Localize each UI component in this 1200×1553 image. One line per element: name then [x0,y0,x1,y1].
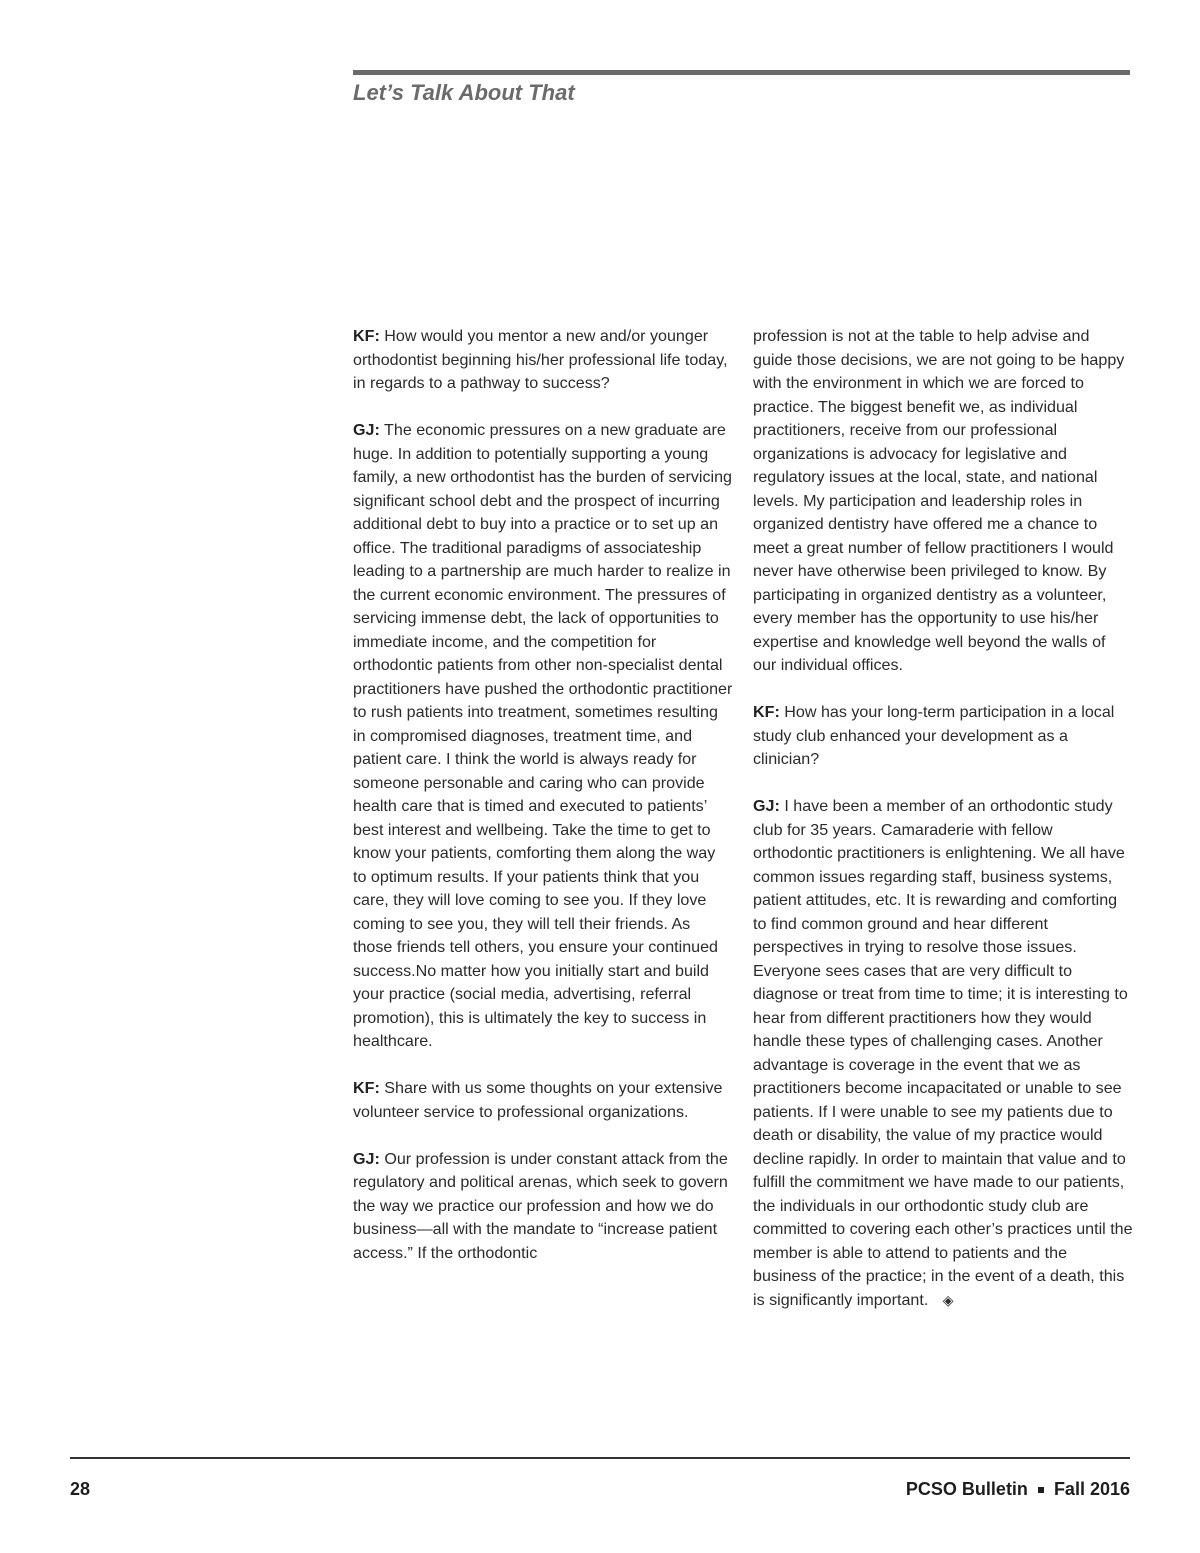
interview-paragraph-continued [753,325,1133,678]
issue-label: Fall 2016 [1053,1479,1130,1499]
interview-paragraph [353,419,733,1054]
speaker-label: KF: [353,327,380,345]
separator-square-icon [1038,1487,1044,1493]
speaker-label: GJ: [753,797,780,815]
section-title: Let’s Talk About That [353,80,575,105]
paragraph-text: Share with us some thoughts on your extensive volunteer service to professional organizations. [353,1079,723,1121]
interview-paragraph [753,701,1133,772]
interview-paragraph [353,1148,733,1266]
paragraph-text: profession is not at the table to help advise and guide those decisions, we are not going to be happy with the environment in which we are forced to practice. The biggest benefit we, as individual practitioners, receive from our professional organizations is advocacy for legislative and regulatory issues at the local, state, and national levels. My participation and leadership roles in organized dentistry have offered me a chance to meet a great number of fellow practitioners I would never have otherwise been privileged to know. By participating in organized dentistry as a volunteer, every member has the opportunity to use his/her expertise and knowledge well beyond the walls of our individual offices. [753,327,1125,674]
header-rule [353,70,1130,75]
left-column [353,325,733,1289]
interview-paragraph [353,325,733,396]
page-number: 28 [70,1479,91,1499]
interview-paragraph [353,1077,733,1124]
paragraph-text: I have been a member of an orthodontic study club for 35 years. Camaraderie with fellow orthodontic practitioners is enlightening. We all have common issues regarding staff, business systems, patient attitudes, etc. It is rewarding and comforting to find common ground and hear different perspectives in trying to resolve those issues. Everyone sees cases that are very difficult to diagnose or treat from time to time; it is interesting to hear from different practitioners how they would handle these types of challenging cases. Another advantage is coverage in the event that we as practitioners become incapacitated or unable to see patients. If I were unable to see my patients due to death or disability, the value of my practice would decline rapidly. In order to maintain that value and to fulfill the commitment we have made to our patients, the individuals in our orthodontic study club are committed to covering each other’s practices until the member is able to attend to patients and the business of the practice; in the event of a death, this is significantly important. [753,797,1133,1309]
speaker-label: GJ: [353,421,380,439]
speaker-label: KF: [753,703,780,721]
right-column [753,325,1133,1336]
interview-paragraph [753,795,1133,1312]
paragraph-text: Our profession is under constant attack from the regulatory and political arenas, which seek to govern the way we practice our profession and how we do business—all with the mandate to “increase patient access.” If the orthodontic [353,1149,728,1262]
end-of-article-icon: ◈ [942,1291,954,1308]
footer-rule [70,1457,1130,1459]
publication-name: PCSO Bulletin [905,1479,1028,1499]
speaker-label: GJ: [353,1149,380,1168]
paragraph-text: How has your long-term participation in a local study club enhanced your development as a clinician? [753,703,1115,768]
footer-publication [906,1479,1130,1500]
speaker-label: KF: [353,1079,380,1097]
paragraph-text: How would you mentor a new and/or younger orthodontist beginning his/her professional life today, in regards to a pathway to success? [353,327,728,392]
paragraph-text: The economic pressures on a new graduate are huge. In addition to potentially supporting a young family, a new orthodontist has the burden of servicing significant school debt and the prospect of incurring additional debt to buy into a practice or to set up an office. The traditional paradigms of associateship leading to a partnership are much harder to realize in the current economic environment. The pressures of servicing immense debt, the lack of opportunities to immediate income, and the competition for orthodontic patients from other non-specialist dental practitioners have pushed the orthodontic practitioner to rush patients into treatment, sometimes resulting in compromised diagnoses, treatment time, and patient care. I think the world is always ready for someone personable and caring who can provide health care that is timed and executed to patients’ best interest and wellbeing. Take the time to get to know your patients, comforting them along the way to optimum results. If your patients think that you care, they will love coming to see you. If they love coming to see you, they will tell their friends. As those friends tell others, you ensure your continued success.No matter how you initially start and build your practice (social media, advertising, referral promotion), this is ultimately the key to success in healthcare. [353,421,733,1050]
